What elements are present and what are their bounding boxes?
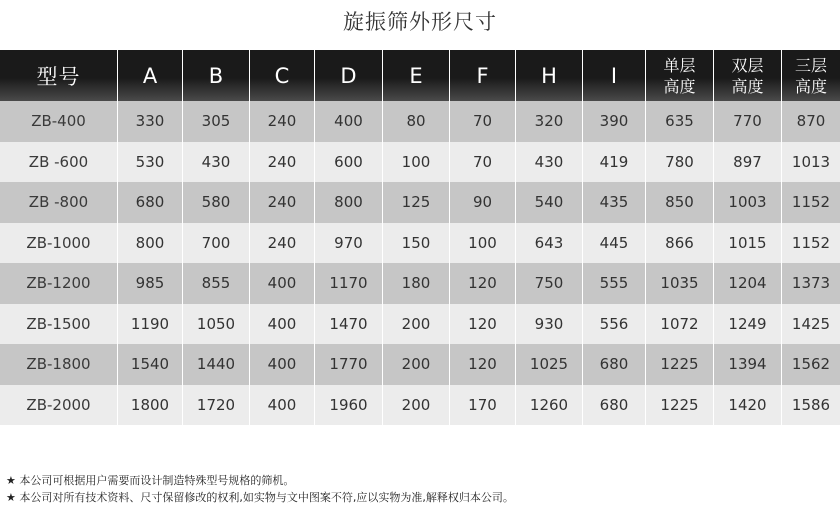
table-row — [0, 223, 840, 264]
dimension-cell: 120 — [450, 344, 516, 385]
dimension-cell: 400 — [250, 344, 315, 385]
table-header — [0, 50, 840, 101]
dimension-cell: 400 — [250, 385, 315, 426]
dimension-cell: 680 — [583, 344, 646, 385]
dimension-cell: 1420 — [714, 385, 782, 426]
dimension-cell: 1440 — [183, 344, 250, 385]
dimension-cell: 800 — [315, 182, 383, 223]
table-row — [0, 304, 840, 345]
dimension-cell: 180 — [383, 263, 450, 304]
column-header-i: I — [583, 50, 646, 101]
dimension-cell: 800 — [118, 223, 183, 264]
column-header-model: 型号 — [0, 50, 118, 101]
dimension-cell: 1225 — [646, 344, 714, 385]
dimension-cell: 1562 — [782, 344, 840, 385]
dimension-cell: 1190 — [118, 304, 183, 345]
dimension-cell: 850 — [646, 182, 714, 223]
header-row — [0, 50, 840, 101]
model-cell: ZB -600 — [0, 142, 118, 183]
model-cell: ZB-400 — [0, 101, 118, 142]
dimension-cell: 1800 — [118, 385, 183, 426]
column-header-b: B — [183, 50, 250, 101]
dimension-cell: 1394 — [714, 344, 782, 385]
dimension-cell: 770 — [714, 101, 782, 142]
dimension-cell: 1770 — [315, 344, 383, 385]
dimension-cell: 643 — [516, 223, 583, 264]
column-header-h: H — [516, 50, 583, 101]
dimension-cell: 750 — [516, 263, 583, 304]
dimension-cell: 555 — [583, 263, 646, 304]
dimension-cell: 100 — [383, 142, 450, 183]
column-header-single-layer-height: 单层 高度 — [646, 50, 714, 101]
dimension-cell: 1152 — [782, 182, 840, 223]
table-row — [0, 344, 840, 385]
model-cell: ZB-1500 — [0, 304, 118, 345]
model-cell: ZB -800 — [0, 182, 118, 223]
column-header-triple-layer-height: 三层 高度 — [782, 50, 840, 101]
column-header-f: F — [450, 50, 516, 101]
dimension-cell: 1720 — [183, 385, 250, 426]
page-title: 旋振筛外形尺寸 — [343, 10, 497, 34]
column-header-double-layer-height: 双层 高度 — [714, 50, 782, 101]
dimension-cell: 320 — [516, 101, 583, 142]
dimension-cell: 556 — [583, 304, 646, 345]
dimension-cell: 200 — [383, 385, 450, 426]
dimension-cell: 1015 — [714, 223, 782, 264]
dimension-cell: 1225 — [646, 385, 714, 426]
dimension-cell: 445 — [583, 223, 646, 264]
dimension-cell: 870 — [782, 101, 840, 142]
table-row — [0, 263, 840, 304]
dimension-cell: 240 — [250, 223, 315, 264]
table-body — [0, 101, 840, 425]
dimension-cell: 1003 — [714, 182, 782, 223]
dimension-cell: 1586 — [782, 385, 840, 426]
column-header-d: D — [315, 50, 383, 101]
dimension-cell: 80 — [383, 101, 450, 142]
dimension-cell: 1170 — [315, 263, 383, 304]
dimension-cell: 200 — [383, 344, 450, 385]
dimension-cell: 1050 — [183, 304, 250, 345]
dimension-cell: 170 — [450, 385, 516, 426]
dimension-cell: 240 — [250, 142, 315, 183]
dimension-cell: 435 — [583, 182, 646, 223]
footnote-rights: ★ 本公司对所有技术资料、尺寸保留修改的权利,如实物与文中图案不符,应以实物为准,解释权归本公司。 — [6, 491, 514, 504]
dimension-cell: 400 — [315, 101, 383, 142]
model-cell: ZB-2000 — [0, 385, 118, 426]
dimension-cell: 305 — [183, 101, 250, 142]
dimension-cell: 600 — [315, 142, 383, 183]
dimension-cell: 1072 — [646, 304, 714, 345]
dimension-cell: 985 — [118, 263, 183, 304]
dimension-cell: 1373 — [782, 263, 840, 304]
dimension-cell: 866 — [646, 223, 714, 264]
dimension-cell: 530 — [118, 142, 183, 183]
dimension-cell: 635 — [646, 101, 714, 142]
dimension-cell: 240 — [250, 182, 315, 223]
dimension-cell: 120 — [450, 304, 516, 345]
dimension-cell: 70 — [450, 101, 516, 142]
table-row — [0, 101, 840, 142]
dimension-cell: 1152 — [782, 223, 840, 264]
dimension-cell: 700 — [183, 223, 250, 264]
dimension-cell: 970 — [315, 223, 383, 264]
table-row — [0, 182, 840, 223]
dimension-cell: 90 — [450, 182, 516, 223]
dimension-cell: 1425 — [782, 304, 840, 345]
dimension-cell: 680 — [583, 385, 646, 426]
dimension-cell: 240 — [250, 101, 315, 142]
spec-table — [0, 50, 840, 425]
dimension-cell: 400 — [250, 304, 315, 345]
model-cell: ZB-1200 — [0, 263, 118, 304]
dimension-cell: 200 — [383, 304, 450, 345]
dimension-cell: 390 — [583, 101, 646, 142]
footnote-custom: ★ 本公司可根据用户需要而设计制造特殊型号规格的筛机。 — [6, 474, 295, 487]
dimension-cell: 930 — [516, 304, 583, 345]
dimension-cell: 580 — [183, 182, 250, 223]
dimension-cell: 897 — [714, 142, 782, 183]
dimension-cell: 70 — [450, 142, 516, 183]
footnotes — [6, 472, 514, 506]
column-header-c: C — [250, 50, 315, 101]
dimension-cell: 1025 — [516, 344, 583, 385]
dimension-cell: 855 — [183, 263, 250, 304]
dimension-cell: 1260 — [516, 385, 583, 426]
dimension-cell: 780 — [646, 142, 714, 183]
dimension-cell: 680 — [118, 182, 183, 223]
dimension-cell: 1013 — [782, 142, 840, 183]
dimension-cell: 120 — [450, 263, 516, 304]
table-row — [0, 385, 840, 426]
column-header-e: E — [383, 50, 450, 101]
column-header-a: A — [118, 50, 183, 101]
dimension-cell: 400 — [250, 263, 315, 304]
dimension-cell: 430 — [516, 142, 583, 183]
dimension-cell: 330 — [118, 101, 183, 142]
model-cell: ZB-1800 — [0, 344, 118, 385]
dimension-cell: 419 — [583, 142, 646, 183]
dimension-cell: 1249 — [714, 304, 782, 345]
dimension-cell: 1204 — [714, 263, 782, 304]
dimension-cell: 1540 — [118, 344, 183, 385]
table-row — [0, 142, 840, 183]
dimension-cell: 150 — [383, 223, 450, 264]
dimension-cell: 1035 — [646, 263, 714, 304]
dimension-cell: 540 — [516, 182, 583, 223]
dimension-cell: 1960 — [315, 385, 383, 426]
dimension-cell: 430 — [183, 142, 250, 183]
model-cell: ZB-1000 — [0, 223, 118, 264]
dimension-cell: 125 — [383, 182, 450, 223]
dimension-cell: 1470 — [315, 304, 383, 345]
dimension-cell: 100 — [450, 223, 516, 264]
